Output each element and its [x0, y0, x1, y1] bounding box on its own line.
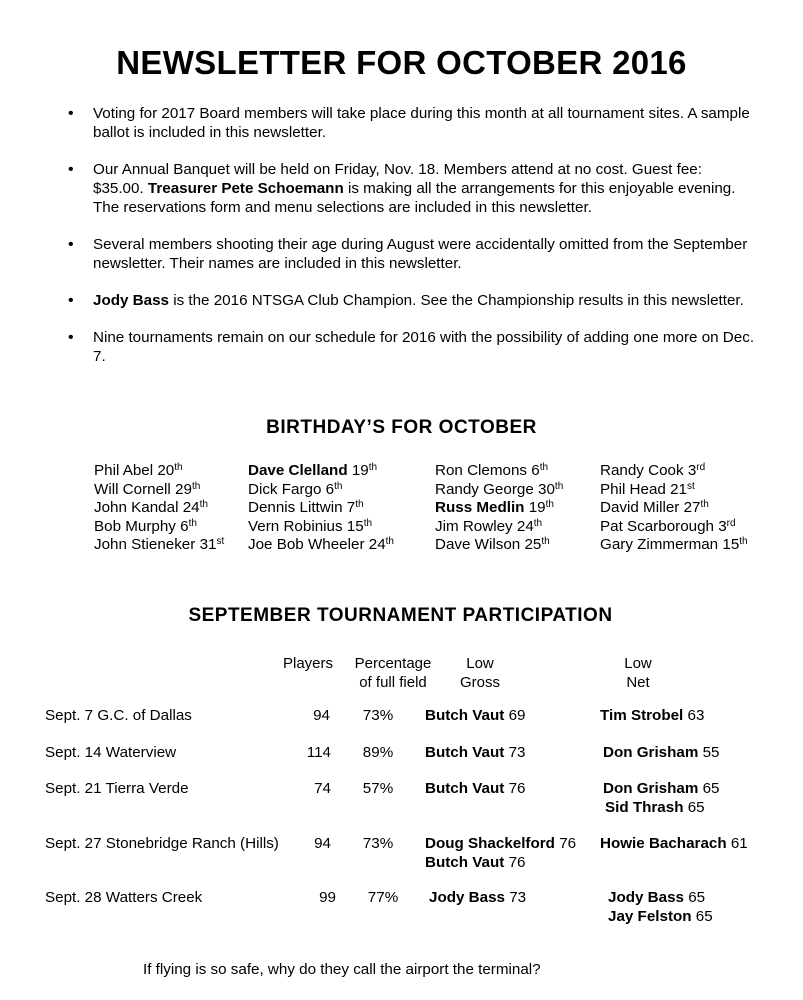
announcement-item: • Jody Bass is the 2016 NTSGA Club Champion. See the Championship results in this newsletter.	[66, 291, 756, 310]
field-percentage: 73%	[362, 835, 394, 852]
low-net-winner: Howie Bacharach 61	[600, 835, 748, 852]
birthday-column-4	[600, 462, 748, 555]
birthday-column-1	[94, 462, 224, 555]
player-count: 94	[313, 707, 330, 724]
birthday-entry: Russ Medlin 19th	[435, 499, 554, 516]
birthday-entry: Bob Murphy 6th	[94, 517, 197, 535]
low-net-winner: Jody Bass 65 Jay Felston 65	[608, 889, 713, 925]
low-gross-winner: Butch Vaut 76	[425, 780, 526, 797]
low-gross-winner: Jody Bass 73	[429, 889, 527, 906]
low-gross-winner: Doug Shackelford 76 Butch Vaut 76	[425, 835, 577, 871]
event-name: Sept. 28 Watters Creek	[45, 889, 203, 906]
player-count: 99	[319, 889, 336, 906]
announcement-item: • Voting for 2017 Board members will take place during this month at all tournament sites. A sample ballot is included in this newsletter.	[66, 104, 756, 142]
champion-name: Jody Bass	[93, 292, 169, 309]
birthday-entry: Jim Rowley 24th	[435, 517, 543, 535]
footer-joke: If flying is so safe, why do they call the airport the terminal?	[143, 961, 541, 978]
player-count: 114	[306, 744, 331, 761]
birthday-entry: Gary Zimmerman 15th	[600, 536, 748, 553]
birthday-entry: Phil Abel 20th	[94, 462, 183, 479]
birthday-entry: Ron Clemons 6th	[435, 462, 549, 479]
percentage-header: Percentage of full field	[354, 655, 432, 691]
event-name: Sept. 21 Tierra Verde	[45, 780, 189, 797]
low-net-winner: Tim Strobel 63	[600, 707, 705, 724]
event-name: Sept. 7 G.C. of Dallas	[45, 707, 192, 724]
tournament-heading: SEPTEMBER TOURNAMENT PARTICIPATION	[188, 605, 613, 626]
low-gross-winner: Butch Vaut 73	[425, 744, 526, 761]
low-gross-header: Low Gross	[459, 655, 500, 691]
birthday-entry: John Stieneker 31st	[94, 536, 225, 553]
event-name: Sept. 27 Stonebridge Ranch (Hills)	[45, 835, 279, 852]
event-name: Sept. 14 Waterview	[45, 744, 177, 761]
announcement-item: • Nine tournaments remain on our schedule for 2016 with the possibility of adding one more on Dec. 7.	[66, 328, 756, 366]
low-net-header: Low Net	[624, 655, 652, 691]
birthday-entry: Randy George 30th	[435, 480, 564, 498]
birthday-entry: Dennis Littwin 7th	[248, 499, 364, 516]
birthday-entry: David Miller 27th	[600, 499, 709, 516]
treasurer-name: Treasurer Pete Schoemann	[147, 180, 344, 197]
players-header: Players	[282, 655, 334, 672]
low-gross-winner: Butch Vaut 69	[425, 707, 526, 724]
birthday-entry: John Kandal 24th	[94, 499, 208, 516]
field-percentage: 89%	[362, 744, 394, 761]
birthday-entry: Dick Fargo 6th	[248, 480, 343, 498]
announcement-list	[66, 104, 756, 384]
field-percentage: 77%	[367, 889, 399, 906]
announcement-item: • Several members shooting their age during August were accidentally omitted from the September newsletter. Their names are included in this newsletter.	[66, 235, 756, 273]
birthday-entry: Vern Robinius 15th	[248, 517, 373, 535]
field-percentage: 57%	[362, 780, 394, 797]
birthday-entry: Dave Wilson 25th	[435, 536, 550, 553]
announcement-item: • Our Annual Banquet will be held on Friday, Nov. 18. Members attend at no cost. Guest fee: $35.00. Treasurer Pete Schoemann is making all the arrangements for this enjoyable evening. The reservations form and menu selections are included in this newsletter.	[66, 160, 756, 217]
birthday-entry: Dave Clelland 19th	[248, 462, 378, 479]
birthday-entry: Joe Bob Wheeler 24th	[248, 536, 394, 553]
low-net-winner: Don Grisham 65 Sid Thrash 65	[603, 780, 720, 816]
birthday-entry: Will Cornell 29th	[94, 480, 201, 498]
birthday-column-3	[435, 462, 563, 555]
birthday-entry: Randy Cook 3rd	[600, 462, 706, 479]
birthday-entry: Pat Scarborough 3rd	[600, 517, 736, 535]
birthday-entry: Phil Head 21st	[600, 480, 695, 498]
player-count: 74	[314, 780, 331, 797]
newsletter-title: NEWSLETTER FOR OCTOBER 2016	[116, 44, 687, 81]
field-percentage: 73%	[362, 707, 394, 724]
low-net-winner: Don Grisham 55	[603, 744, 720, 761]
player-count: 94	[314, 835, 331, 852]
birthday-column-2	[248, 462, 394, 555]
birthdays-heading: BIRTHDAY’S FOR OCTOBER	[266, 417, 537, 438]
